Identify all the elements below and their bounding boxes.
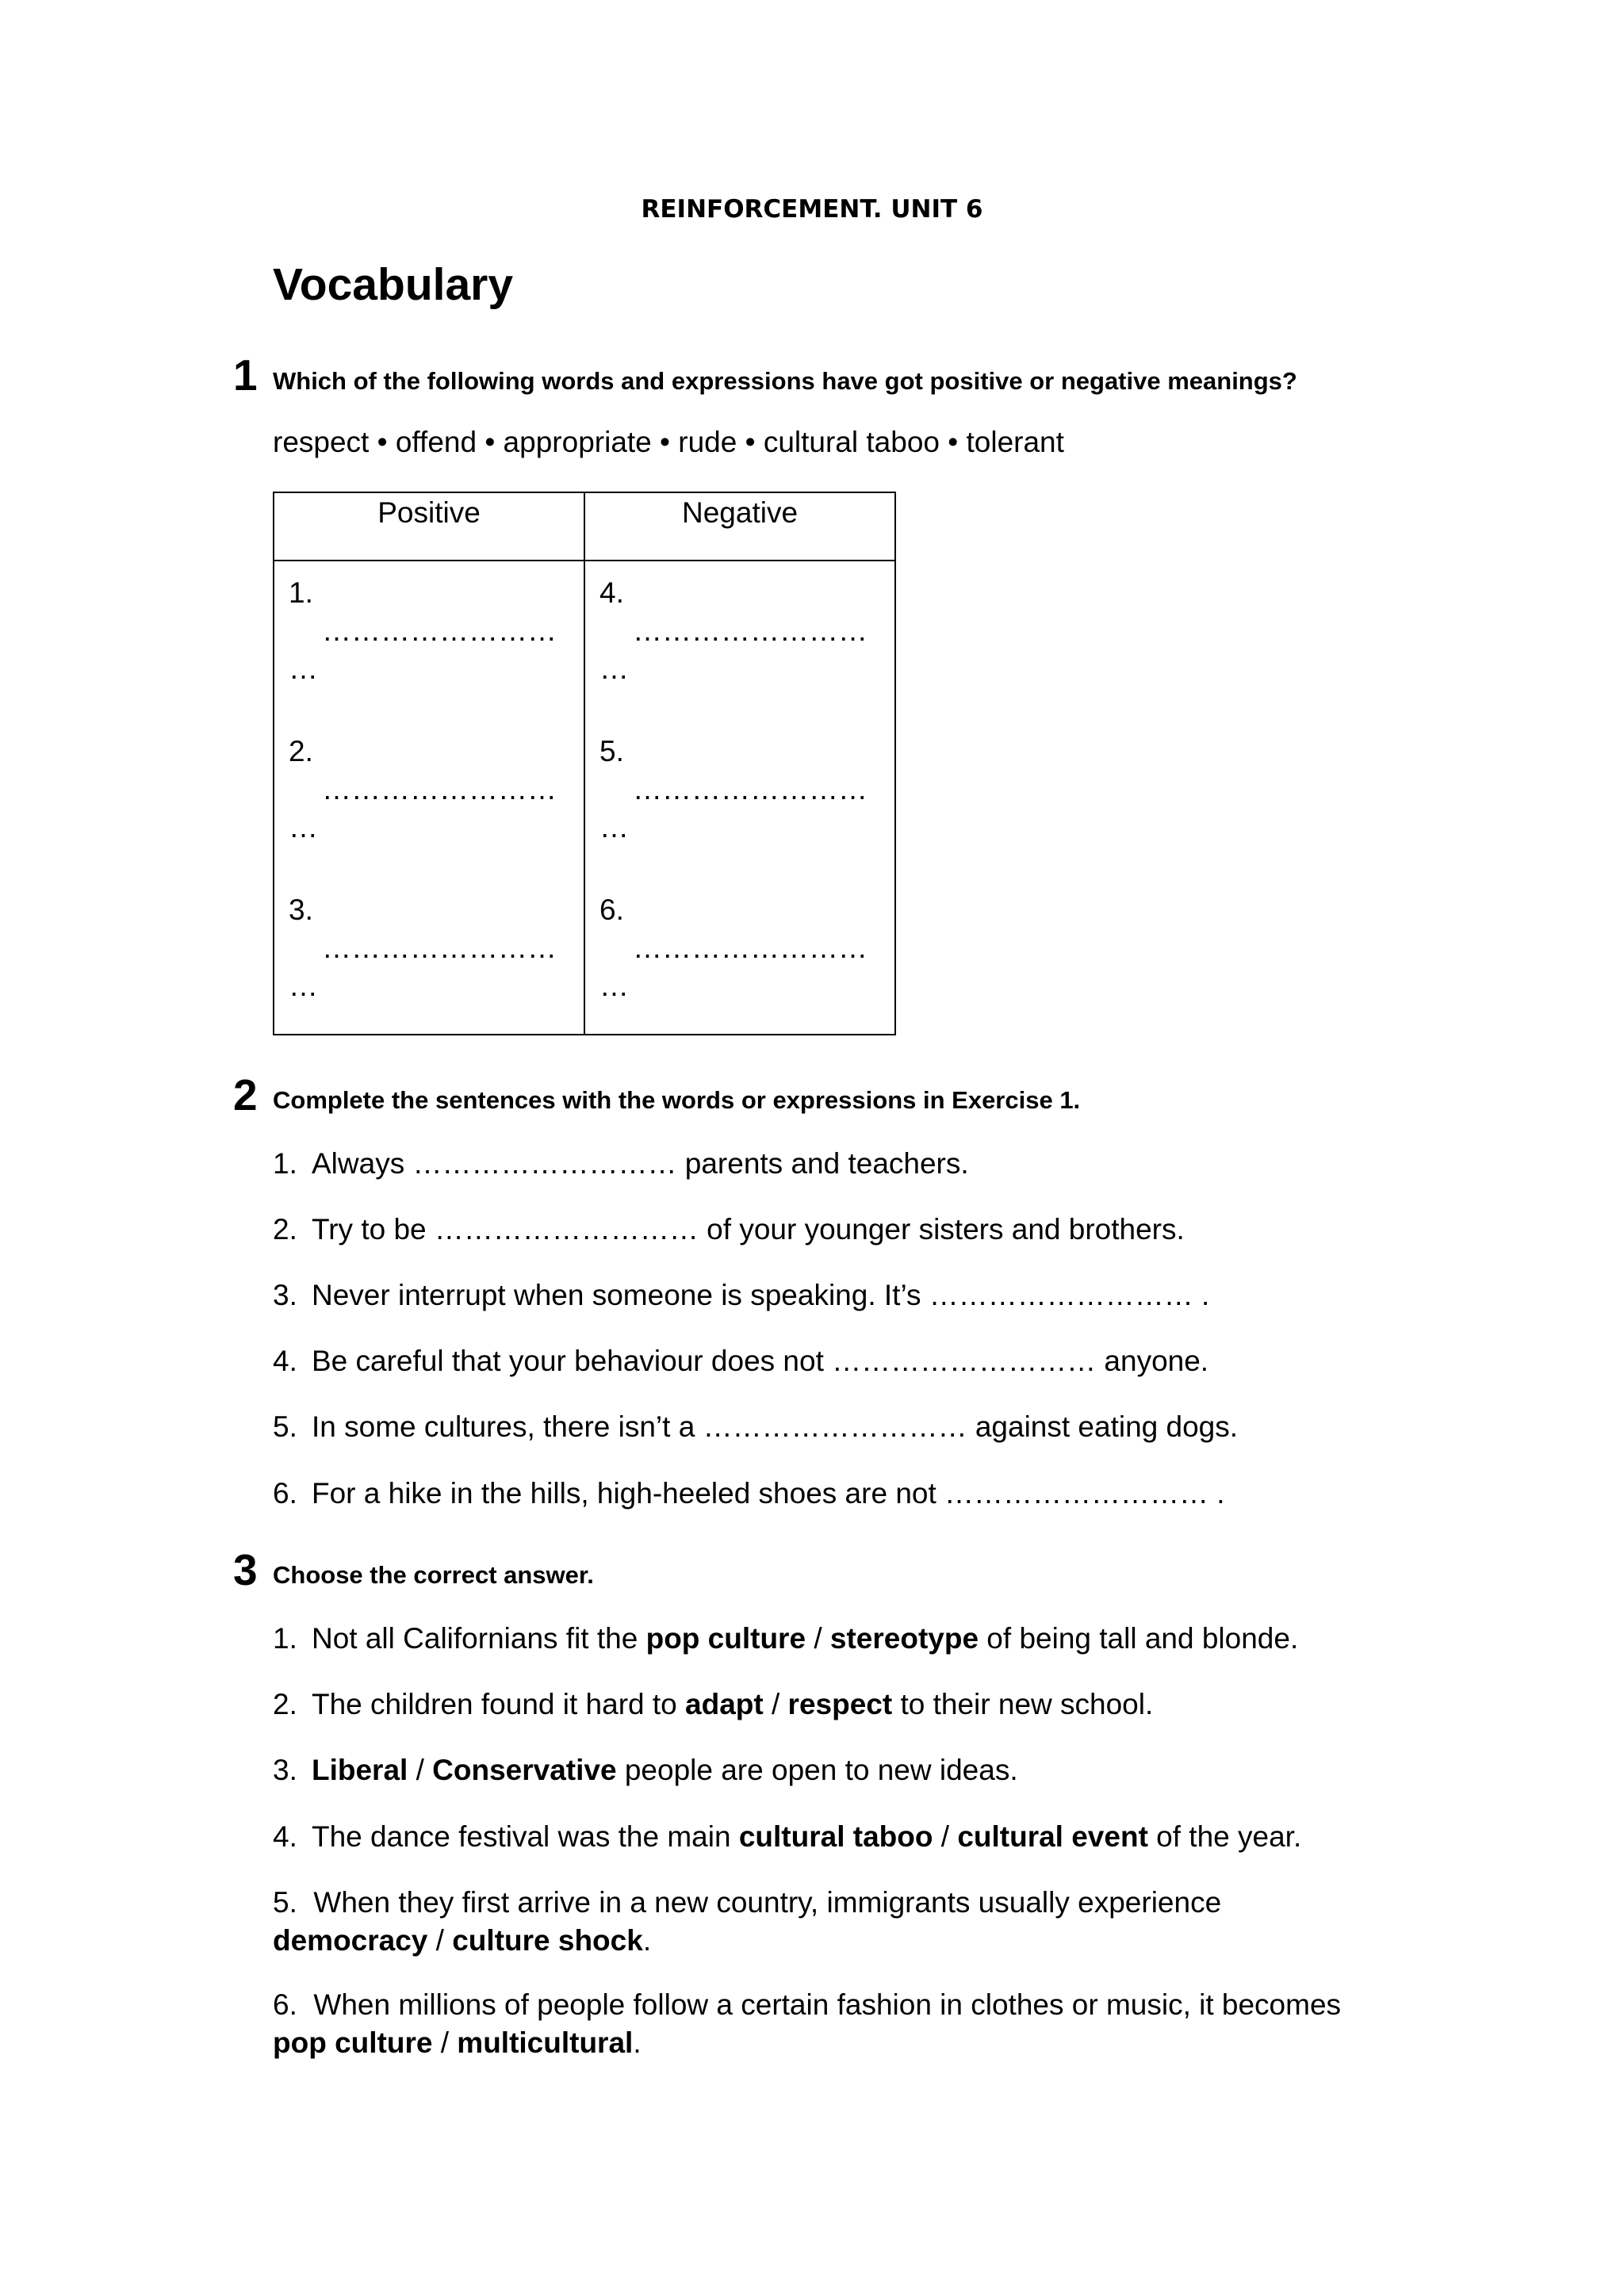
fill-blank[interactable]: ……………………… [832,1345,1097,1377]
ex2-sentence-3 [273,1276,1209,1314]
sentence-number: 4. [273,1820,297,1853]
answer-slot-5[interactable] [599,733,894,891]
sentence-text: The children found it hard to [312,1688,686,1720]
option-1[interactable]: pop culture [645,1622,806,1655]
option-separator: / [933,1820,958,1853]
answer-blank: …………………… [322,932,557,964]
positive-negative-table [273,492,896,1035]
sentence-number: 2. [273,1213,297,1246]
ex3-sentence-4 [273,1818,1301,1856]
answer-number: 6. [599,894,624,926]
answer-number: 3. [289,894,313,926]
exercise-3-instruction: Choose the correct answer. [273,1561,594,1589]
sentence-number: 1. [273,1147,297,1180]
fill-blank[interactable]: ……………………… [434,1213,699,1246]
sentence-number: 3. [273,1754,297,1786]
exercise-3-number: 3 [233,1545,258,1594]
ex2-sentence-2 [273,1211,1185,1249]
sentence-number: 6. [273,1988,297,2021]
ex3-sentence-2 [273,1686,1153,1724]
sentence-text: . [1193,1279,1210,1311]
option-2[interactable]: respect [787,1688,893,1720]
exercise-2-number: 2 [233,1070,258,1119]
sentence-text: In some cultures, there isn’t a [312,1410,703,1443]
answer-number: 4. [599,576,624,609]
sentence-text: Be careful that your behaviour does not [312,1345,833,1377]
sentence-number: 4. [273,1345,297,1377]
sentence-text: When they first arrive in a new country, immigrants usually experience [313,1886,1222,1919]
answer-blank: …………………… [322,614,557,647]
answer-blank-tail: … [599,652,629,685]
word-list: respect • offend • appropriate • rude • cultural taboo • tolerant [273,426,1064,458]
sentence-text: . [633,2026,642,2059]
option-1[interactable]: adapt [685,1688,764,1720]
answer-number: 2. [289,735,313,767]
answer-blank: …………………… [322,773,557,806]
answer-blank: …………………… [633,932,868,964]
option-1[interactable]: pop culture [273,2026,433,2059]
option-2[interactable]: cultural event [957,1820,1148,1853]
sentence-text: . [642,1924,652,1957]
fill-blank[interactable]: ……………………… [412,1147,677,1180]
negative-column [584,561,895,1035]
exercise-1-number: 1 [233,350,258,400]
answer-blank: …………………… [633,614,868,647]
sentence-text: of being tall and blonde. [979,1622,1299,1655]
sentence-text: Not all Californians fit the [312,1622,646,1655]
ex2-sentence-4 [273,1342,1208,1380]
fill-blank[interactable]: ……………………… [703,1410,967,1443]
sentence-text: Try to be [312,1213,435,1246]
ex2-sentence-1 [273,1145,969,1183]
ex3-sentence-1 [273,1620,1298,1658]
sentence-text: . [1208,1477,1225,1510]
sentence-text: Always [312,1147,413,1180]
sentence-number: 5. [273,1410,297,1443]
option-separator: / [427,1924,453,1957]
sentence-text: When millions of people follow a certain fashion in clothes or music, it becomes [313,1988,1342,2021]
sentence-text: against eating dogs. [967,1410,1239,1443]
column-header-negative: Negative [584,492,895,561]
sentence-text: anyone. [1096,1345,1209,1377]
answer-blank-tail: … [599,970,629,1002]
option-1[interactable]: Liberal [312,1754,408,1786]
answer-blank-tail: … [289,652,318,685]
positive-column [274,561,584,1035]
option-2[interactable]: culture shock [452,1924,643,1957]
sentence-text: people are open to new ideas. [616,1754,1018,1786]
answer-slot-6[interactable] [599,891,894,1018]
sentence-text: of your younger sisters and brothers. [698,1213,1185,1246]
option-2[interactable]: Conservative [432,1754,617,1786]
answer-number: 5. [599,735,624,767]
option-2[interactable]: stereotype [829,1622,979,1655]
column-header-positive: Positive [274,492,584,561]
fill-blank[interactable]: ……………………… [944,1477,1209,1510]
answer-number: 1. [289,576,313,609]
ex2-sentence-5 [273,1408,1238,1446]
answer-blank-tail: … [289,811,318,844]
option-1[interactable]: democracy [273,1924,428,1957]
exercise-2-instruction: Complete the sentences with the words or expressions in Exercise 1. [273,1086,1081,1114]
answer-slot-2[interactable] [289,733,584,891]
sentence-number: 1. [273,1622,297,1655]
worksheet-header: REINFORCEMENT. UNIT 6 [641,195,983,224]
answer-slot-1[interactable] [289,574,584,733]
option-separator: / [408,1754,433,1786]
option-1[interactable]: cultural taboo [738,1820,933,1853]
fill-blank[interactable]: ……………………… [929,1279,1193,1311]
answer-slot-4[interactable] [599,574,894,733]
option-separator: / [806,1622,830,1655]
exercise-1-instruction: Which of the following words and expressions have got positive or negative meanings? [273,367,1297,395]
ex3-sentence-3 [273,1751,1018,1789]
sentence-number: 2. [273,1688,297,1720]
option-separator: / [432,2026,458,2059]
answer-blank-tail: … [599,811,629,844]
sentence-text: For a hike in the hills, high-heeled shoes are not [312,1477,945,1510]
sentence-number: 6. [273,1477,297,1510]
answer-slot-3[interactable] [289,891,584,1018]
ex3-sentence-6 [273,1986,1383,2062]
sentence-number: 5. [273,1886,297,1919]
sentence-text: to their new school. [892,1688,1154,1720]
answer-blank-tail: … [289,970,318,1002]
ex2-sentence-6 [273,1475,1225,1513]
sentence-text: parents and teachers. [676,1147,969,1180]
section-title: Vocabulary [273,259,514,310]
sentence-text: of the year. [1147,1820,1302,1853]
option-2[interactable]: multicultural [457,2026,634,2059]
sentence-number: 3. [273,1279,297,1311]
answer-blank: …………………… [633,773,868,806]
option-separator: / [763,1688,788,1720]
sentence-text: The dance festival was the main [312,1820,739,1853]
ex3-sentence-5 [273,1884,1383,1960]
sentence-text: Never interrupt when someone is speaking. It’s [312,1279,929,1311]
